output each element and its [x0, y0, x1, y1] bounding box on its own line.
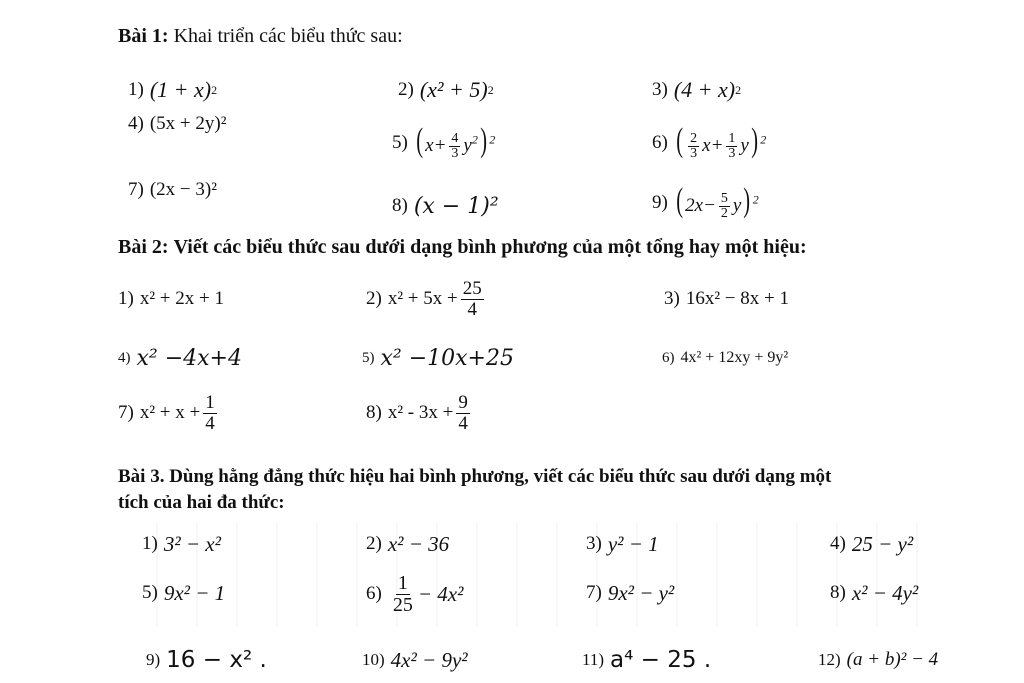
bai3-item-8	[830, 573, 918, 613]
item-expression: ( $\frac{2}{3}$ x+ $\frac{1}{3}$ y) $^2$	[676, 122, 767, 162]
bai1-item-1: 1) (1 + x) 2	[128, 77, 218, 102]
bai2-item-2	[366, 274, 487, 324]
frac-numerator: 9	[458, 391, 468, 413]
item-expression: x² + 5x +	[387, 288, 458, 309]
bai2-title: Viết các biểu thức sau dưới dạng bình phương của một tổng hay một hiệu:	[173, 236, 807, 258]
frac-numerator: 1	[397, 571, 408, 594]
item-expression: 16x² − 8x + 1	[685, 288, 789, 309]
bai1-item-9	[652, 178, 759, 228]
bai2-item-6	[662, 338, 788, 378]
bai3-item-11	[582, 640, 711, 680]
bai3-item-10	[362, 640, 468, 680]
frac-numerator: 4	[451, 130, 459, 146]
item-number: 9)	[146, 650, 161, 669]
item-expression: y² − 1	[607, 531, 659, 556]
item-expression: − 4x²	[417, 581, 464, 606]
item-expression: (x² + 5)	[419, 77, 488, 102]
bai1-heading	[118, 25, 403, 48]
item-expression: x² + x +	[139, 402, 201, 423]
item-expression: (5x + 2y)²	[149, 113, 227, 134]
bai1-item-5	[392, 118, 495, 168]
item-number: 3)	[664, 288, 680, 309]
item-expression: x² − 36	[387, 531, 450, 556]
item-number: 7)	[128, 179, 144, 200]
bai2-item-3	[664, 274, 789, 324]
item-expression: x² + 2x + 1	[139, 288, 224, 309]
bai3-heading	[118, 466, 831, 488]
item-number: 5)	[392, 132, 408, 153]
bai3-item-9	[146, 640, 267, 680]
item-expression: ( x+ $\frac{4}{3}$ $y^2$) $^2$	[416, 122, 496, 162]
item-number: 8)	[392, 195, 408, 216]
item-expression: (4 + x)	[673, 77, 736, 102]
item-number: 3)	[652, 79, 668, 100]
item-number: 10)	[362, 650, 385, 669]
item-number: 6)	[652, 132, 668, 153]
bai3-heading-line2	[118, 492, 285, 514]
item-number: 2)	[366, 533, 382, 554]
frac-denominator: 4	[467, 298, 477, 320]
item-number: 7)	[118, 402, 134, 423]
item-expression: (a + b)² − 4	[846, 649, 939, 670]
item-expression: 4x² − 9y²	[390, 647, 468, 672]
item-expression: (1 + x)	[149, 77, 212, 102]
item-expression: a⁴ − 25 .	[610, 647, 712, 673]
item-number: 12)	[818, 650, 841, 669]
bai1-item-4	[128, 104, 226, 144]
frac-denominator: 2	[720, 206, 728, 222]
bai3-title-line1: Dùng hằng đẳng thức hiệu hai bình phương, viết các biểu thức sau dưới dạng một	[169, 466, 832, 487]
bai1-item-7	[128, 170, 217, 210]
item-number: 11)	[582, 650, 605, 669]
item-number: 7)	[586, 582, 602, 603]
item-expression: x² −4x+4	[136, 345, 242, 371]
frac-denominator: 25	[392, 593, 413, 616]
scan-background	[118, 522, 948, 626]
item-number: 3)	[586, 533, 602, 554]
bai1-item-6	[652, 118, 766, 168]
item-number: 2)	[366, 288, 382, 309]
item-expression: 4x² + 12xy + 9y²	[680, 349, 789, 366]
item-expression: 3² − x²	[163, 531, 221, 556]
item-expression: ( 2x− $\frac{5}{2}$ y) $^2$	[676, 182, 759, 222]
item-number: 4)	[118, 349, 131, 366]
item-number: 8)	[830, 582, 846, 603]
item-number: 1)	[118, 288, 134, 309]
bai3-item-5	[142, 573, 225, 613]
bai2-label: Bài 2:	[118, 236, 169, 258]
item-number: 1)	[128, 79, 144, 100]
bai1-item-3: 3) (4 + x) 2	[652, 77, 742, 102]
bai3-item-2	[366, 524, 449, 564]
item-expression: x² - 3x +	[387, 402, 454, 423]
bai1-title: Khai triển các biểu thức sau:	[173, 25, 403, 47]
bai3-item-1	[142, 524, 221, 564]
frac-denominator: 4	[205, 412, 215, 434]
bai3-label: Bài 3.	[118, 466, 165, 487]
frac-numerator: 5	[720, 190, 728, 206]
bai2-item-7	[118, 388, 220, 438]
bai2-item-5	[362, 338, 514, 378]
bai3-item-7	[586, 573, 674, 613]
bai2-heading	[118, 236, 807, 259]
frac-denominator: 4	[458, 412, 468, 434]
bai1-item-8	[392, 186, 499, 226]
item-expression: 9x² − 1	[163, 580, 226, 605]
bai3-item-3	[586, 524, 659, 564]
bai1-item-2: 2) (x² + 5) 2	[398, 77, 494, 102]
bai3-item-12	[818, 640, 938, 680]
bai2-item-4	[118, 338, 242, 378]
bai3-item-6	[366, 566, 463, 622]
item-expression: x² − 4y²	[851, 580, 919, 605]
bai2-item-8	[366, 388, 473, 438]
item-expression: 9x² − y²	[607, 580, 675, 605]
item-expression: 16 − x² .	[166, 647, 267, 673]
item-number: 5)	[142, 582, 158, 603]
frac-denominator: 3	[690, 146, 698, 162]
frac-numerator: 25	[462, 277, 482, 299]
item-expression: x² −10x+25	[380, 345, 514, 371]
item-number: 5)	[362, 349, 375, 366]
bai1-label: Bài 1:	[118, 25, 169, 47]
bai3-title-line2: tích của hai đa thức:	[118, 492, 285, 513]
bai2-item-1	[118, 274, 224, 324]
item-number: 8)	[366, 402, 382, 423]
item-number: 4)	[830, 533, 846, 554]
item-expression: (2x − 3)²	[149, 179, 217, 200]
item-number: 6)	[662, 349, 675, 366]
frac-denominator: 3	[728, 146, 736, 162]
item-number: 4)	[128, 113, 144, 134]
frac-numerator: 1	[205, 391, 215, 413]
frac-denominator: 3	[451, 146, 459, 162]
bai3-item-4	[830, 524, 913, 564]
item-number: 9)	[652, 192, 668, 213]
frac-numerator: 1	[728, 130, 736, 146]
item-number: 2)	[398, 79, 414, 100]
item-expression: 25 − y²	[851, 531, 914, 556]
item-expression: (x − 1)²	[413, 193, 499, 219]
item-number: 6)	[366, 583, 382, 604]
frac-numerator: 2	[690, 130, 698, 146]
item-number: 1)	[142, 533, 158, 554]
